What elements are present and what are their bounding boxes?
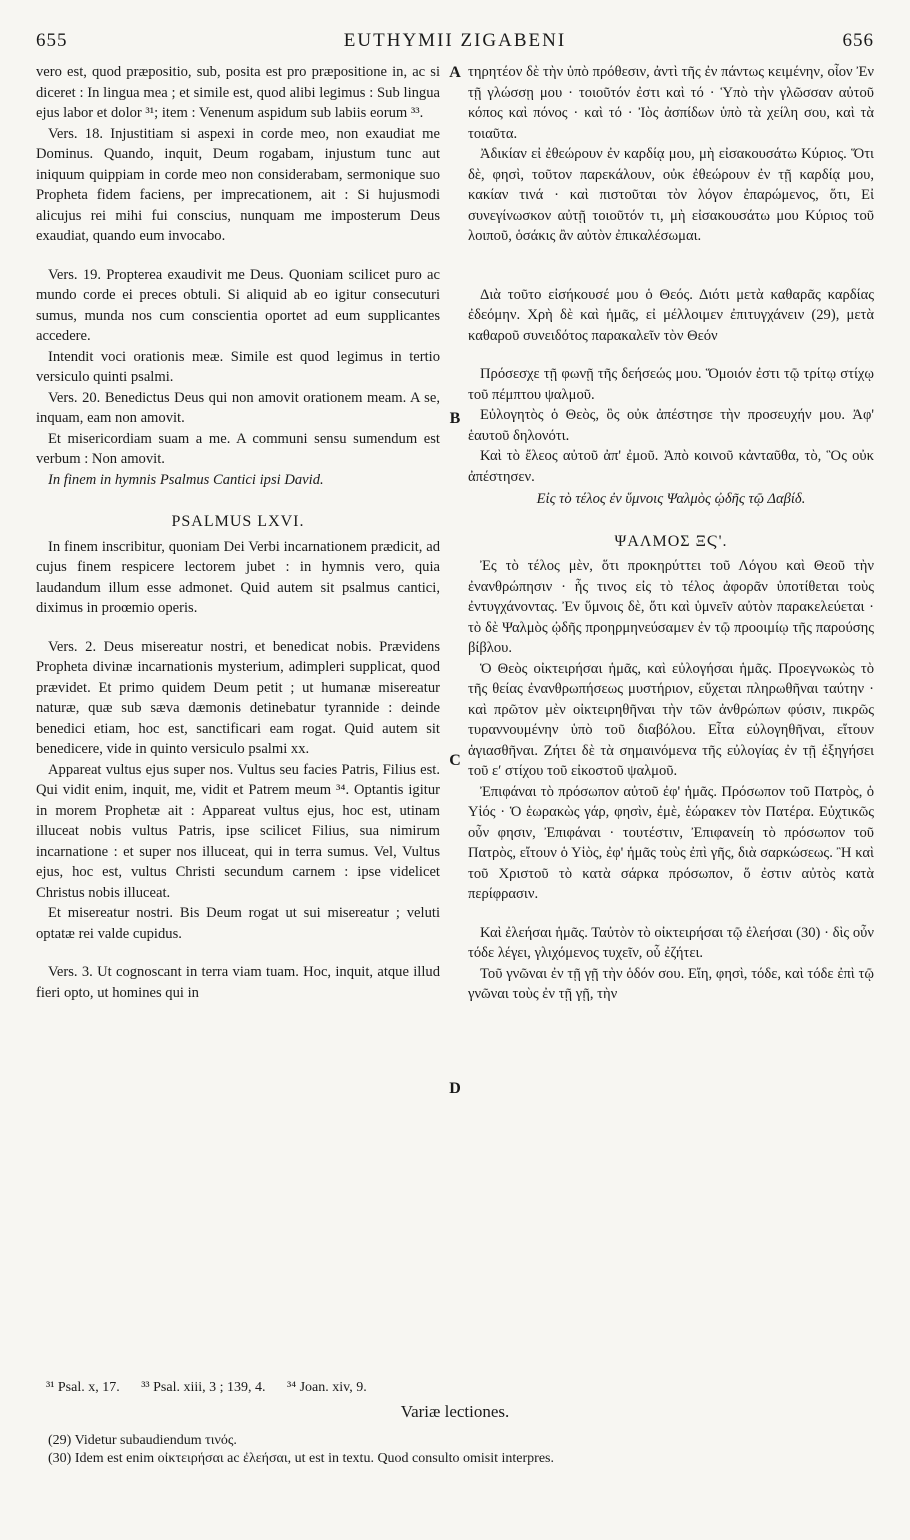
greek-paragraph: Καὶ ἐλεήσαι ἡμᾶς. Ταὐτὸν τὸ οἰκτειρήσαι τῷ ἐλεήσαι (30) · δὶς οὖν τόδε λέγει, γλιχόμενος τυχεῖν, οὗ ἐζήτει. [468, 924, 874, 961]
variant-note: (30) Idem est enim οἰκτειρήσαι ac ἐλεήσαι, ut est in textu. Quod consulto omisit interpres. [48, 1451, 554, 1466]
reference: ³³ Psal. xiii, 3 ; 139, 4. [141, 1380, 266, 1395]
variae-lectiones-title: Variæ lectiones. [400, 1402, 510, 1421]
greek-paragraph: Ὁ Θεὸς οἰκτειρήσαι ἡμᾶς, καὶ εὐλογήσαι ἡμᾶς. Προεγνωκὼς τὸ τῆς θείας ἐνανθρωπήσεως μυστήριον, εὔχεται πληρωθῆναι ταύτην · καὶ πρῶτον μὲν οἰκτειρηθῆναι τὴν τῶν ἀνθρώπων φύσιν, πικρῶς τυραννουμένην ὑπὸ τοῦ διαβόλου. Εἶτα εὐλογηθῆναι, εἴτουν ἁγιασθῆναι. Ζήτει δὲ τὰ σημαινόμενα τῆς εὐλογίας ἐν τῇ ἐξηγήσει τοῦ εʹ στίχου τοῦ εἰκοστοῦ ψαλμοῦ. [468, 660, 874, 779]
latin-paragraph: Vers. 18. Injustitiam si aspexi in corde meo, non exaudiat me Dominus. Quando, inquit, Deum rogabam, injustum tunc aut iniquum quippiam in corde meo non considerabam, sermonique suo Propheta fidem faciens, per imprecationem, ait : Si hujusmodi alicujus rei mihi fui conscius, nunquam me imposterum Deus exaudiat, quando eum invocabo. [36, 125, 440, 244]
latin-paragraph: Vers. 2. Deus misereatur nostri, et benedicat nobis. Prævidens Propheta divinæ incarnationis mysterium, adimpleri supplicat, quod prævidet. Et primo quidem Deum petit ; ut humanæ misereatur naturæ, quæ sub sæva dæmonis detinebatur tyrannide : deinde benedici etiam, hoc est, sanctificari eam rogat. Quid autem sit benedicere, vide in quinto versiculo psalmi xx. [36, 638, 440, 757]
greek-paragraph: Ἀδικίαν εἰ ἐθεώρουν ἐν καρδίᾳ μου, μὴ εἰσακουσάτω Κύριος. Ὅτι δὲ, φησὶ, τοῦτον παρεκάλουν, οὐκ ἐθεώρουν ἐν τῇ καρδίᾳ μου, κακίαν τινά · καὶ πιστοῦται τὸν λόγον ἐπαρώμενος, ὅτι, Εἰ συνεγίνωσκον αὐτῇ τοιοῦτόν τι, μὴ εἰσακουσάτω μου Κύριος τοῦ λοιποῦ, ὁσάκις ἂν αὐτὸν ἐπικαλέσωμαι. [468, 146, 874, 244]
latin-paragraph: Vers. 20. Benedictus Deus qui non amovit orationem meam. A se, inquam, eam non amovit. [36, 389, 440, 426]
latin-paragraph: Vers. 19. Propterea exaudivit me Deus. Quoniam scilicet puro ac mundo corde ei preces obtuli. Si aliquid ab eo igitur consecuturi sumus, munda nos cum conscientia oportet ad eum supplicantes accedere. [36, 266, 440, 344]
latin-paragraph: Et misereatur nostri. Bis Deum rogat ut sui misereatur ; veluti optatæ rei valde cupidus. [36, 905, 440, 942]
greek-paragraph: Εἰς τὸ τέλος ἐν ὕμνοις Ψαλμὸς ᾠδῆς τῷ Δαβίδ. [536, 491, 806, 507]
greek-paragraph: Διὰ τοῦτο εἰσήκουσέ μου ὁ Θεός. Διότι μετὰ καθαρᾶς καρδίας ἐδεόμην. Χρὴ δὲ καὶ ἡμᾶς, εἰ μέλλοιμεν ἐπιτυγχάνειν (29), μετὰ καθαροῦ συνειδότος παρακαλεῖν τὸν Θεόν [468, 286, 874, 344]
latin-paragraph: In finem in hymnis Psalmus Cantici ipsi David. [48, 471, 324, 488]
margin-letter-d: D [449, 1080, 461, 1097]
running-title: EUTHYMII ZIGABENI [343, 30, 567, 51]
latin-paragraph: Vers. 3. Ut cognoscant in terra viam tuam. Hoc, inquit, atque illud fieri opto, ut homines qui in [36, 964, 440, 1001]
scripture-references [36, 1380, 874, 1396]
margin-letter-c: C [449, 752, 461, 769]
latin-paragraph: In finem inscribitur, quoniam Dei Verbi incarnationem prædicit, ad cujus finem respicere lectorem jubet : in hymnis vero, quia laudandum illum esse admonet. Quid autem sit psalmus cantici, diximus in proœmio operis. [36, 538, 440, 616]
reference: ³¹ Psal. x, 17. [46, 1380, 120, 1395]
page-number-left: 655 [36, 30, 68, 51]
margin-letter-a: A [449, 64, 461, 81]
reference: ³⁴ Joan. xiv, 9. [287, 1380, 367, 1395]
greek-paragraph: Καὶ τὸ ἔλεος αὐτοῦ ἀπ' ἐμοῦ. Ἀπὸ κοινοῦ κἀνταῦθα, τὸ, Ὃς οὐκ ἀπέστησεν. [468, 448, 874, 485]
greek-column [468, 62, 874, 1005]
variant-note: (29) Videtur subaudiendum τινός. [48, 1433, 237, 1448]
greek-paragraph: Ἐς τὸ τέλος μὲν, ὅτι προκηρύττει τοῦ Λόγου καὶ Θεοῦ τὴν ἐνανθρώπησιν · ἧς τινος εἰς τὸ τέλος ἀφορᾶν ὑποτίθεται τοὺς ἐντυγχάνοντας. Ἐν ὕμνοις δὲ, ὅτι καὶ ὑμνεῖν αὐτὸν παρακελεύεται · τὸ δὲ Ψαλμὸς ᾠδῆς προηρμηνεύσαμεν ἐν τῷ προοιμίῳ τῆς παρούσης βίβλου. [468, 558, 874, 656]
greek-paragraph: Ἐπιφάναι τὸ πρόσωπον αὐτοῦ ἐφ' ἡμᾶς. Πρόσωπον τοῦ Πατρὸς, ὁ Υἱός · Ὁ ἑωρακὼς γάρ, φησὶν, ἐμὲ, ἑώρακεν τὸν Πατέρα. Εὐχτικῶς οὖν φησιν, Ἐπιφάναι · τουτέστιν, Ἐπιφανείη τὸ πρόσωπον τοῦ Πατρὸς, εἴτουν ὁ Υἱὸς, ἐφ' ἡμᾶς τοὺς ἐπὶ γῆς, διὰ σαρκώσεως. Ἢ καὶ τοῦ Χριστοῦ τὸ κατὰ σάρκα πρόσωπον, ὅ ἐστιν αὐτὸς κατὰ περίφρασιν. [468, 783, 874, 902]
latin-column [36, 62, 440, 1003]
psalm-heading-latin: PSALMUS LXVI. [171, 513, 305, 530]
greek-paragraph: Πρόσεσχε τῇ φωνῇ τῆς δεήσεώς μου. Ὅμοιόν ἐστι τῷ τρίτῳ στίχῳ τοῦ πέμπτου ψαλμοῦ. [468, 366, 874, 403]
greek-paragraph: Εὐλογητὸς ὁ Θεὸς, ὃς οὐκ ἀπέστησε τὴν προσευχήν μου. Ἀφ' ἑαυτοῦ δηλονότι. [468, 407, 874, 444]
latin-paragraph: Intendit voci orationis meæ. Simile est quod legimus in tertio versiculo quinti psalmi. [36, 348, 440, 385]
page-header [36, 30, 874, 56]
psalm-heading-greek: ΨΑΛΜΟΣ ΞϚ'. [614, 532, 728, 550]
latin-paragraph: vero est, quod præpositio, sub, posita est pro præpositione in, ac si diceret : In lingua mea ; et simile est, quod alibi legimus : Sub lingua ejus labor et dolor ³¹; item : Venenum aspidum sub labiis eorum ³³. [36, 64, 440, 121]
greek-paragraph: Τοῦ γνῶναι ἐν τῇ γῇ τὴν ὁδόν σου. Εἴη, φησὶ, τόδε, καὶ τόδε ἐπὶ τῷ γνῶναι τοὺς ἐν τῇ γῇ, τὴν [468, 965, 874, 1002]
footnotes [36, 1380, 874, 1468]
page-number-right: 656 [842, 30, 874, 51]
latin-paragraph: Et misericordiam suam a me. A communi sensu sumendum est verbum : Non amovit. [36, 430, 440, 467]
margin-letter-b: B [449, 410, 461, 427]
greek-paragraph: τηρητέον δὲ τὴν ὑπὸ πρόθεσιν, ἀντὶ τῆς ἐν πάντως κειμένην, οἷον Ἐν τῇ γλώσσῃ μου · τοιοῦτόν ἐστι καὶ τό · Ὑπὸ τὴν γλῶσσαν αὐτοῦ κόπος καὶ πόνος · καὶ τό · Ἰὸς ἀσπίδων ὑπὸ τὰ χείλη σου, καὶ τὰ τοιαῦτα. [468, 64, 874, 142]
latin-paragraph: Appareat vultus ejus super nos. Vultus seu facies Patris, Filius est. Qui vidit enim, inquit, me, vidit et Patrem meum ³⁴. Optantis igitur in morem Prophetæ ait : Appareat vultus ejus, hoc est, utinam illuceat nobis vultus Patris, ipse scilicet Filius, sua nimirum incarnatione : et super nos illuceat, qui in terra sumus. Vel, Vultus ejus, hoc est, vultus Christi secundum carnem : ipse videlicet Christus nobis illuceat. [36, 761, 440, 901]
